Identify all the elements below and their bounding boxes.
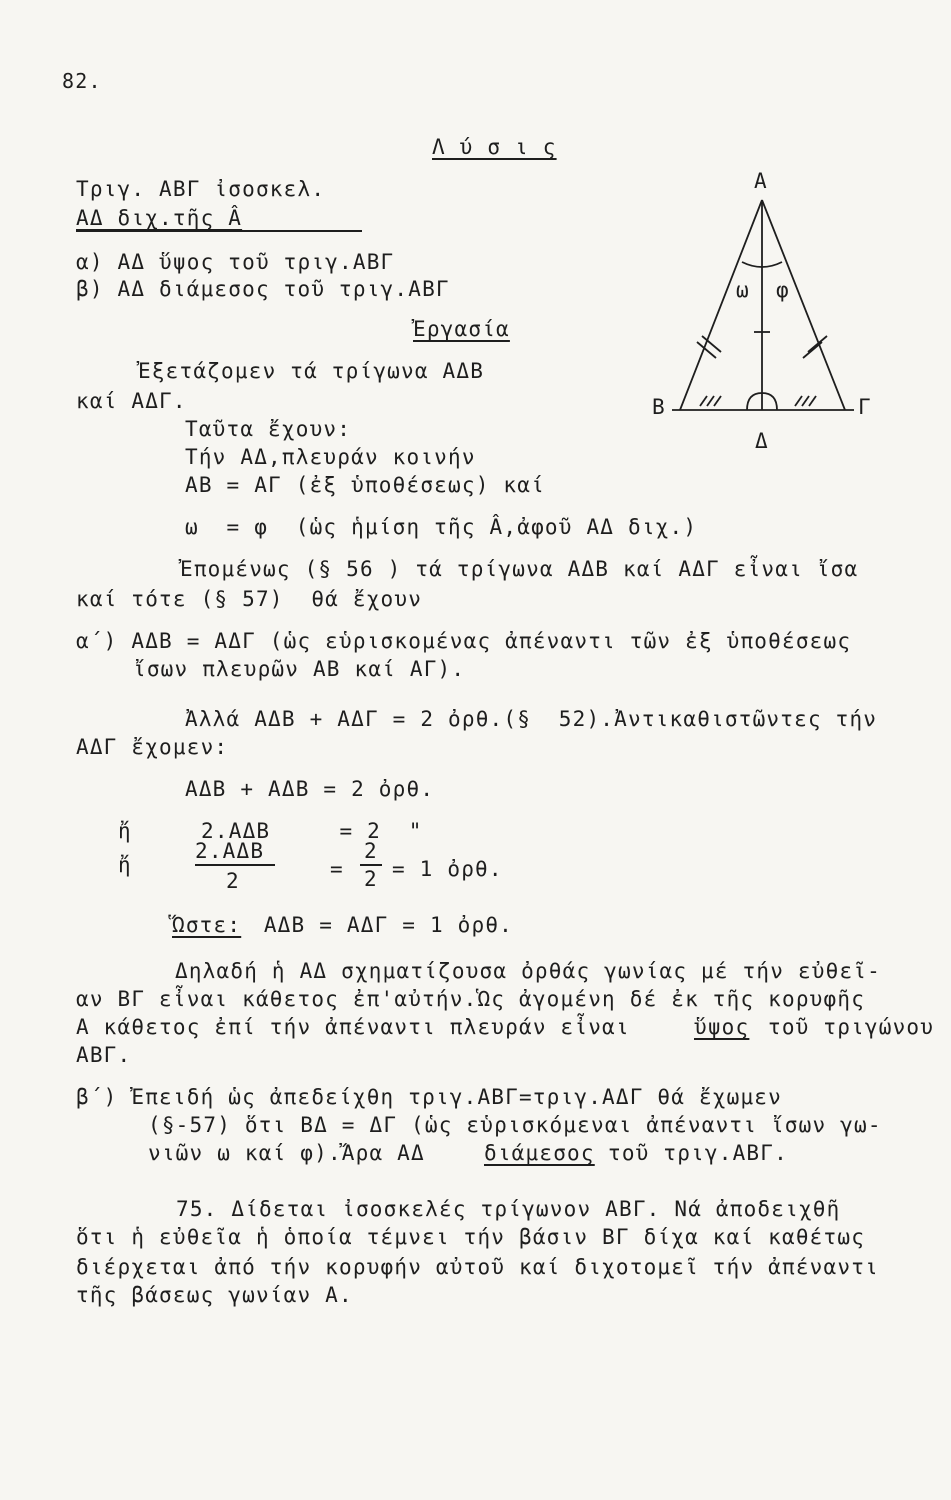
to-prove-b: β) ΑΔ διάμεσος τοῦ τριγ.ΑΒΓ [76,277,450,301]
body-line: (§-57) ὅτι ΒΔ = ΔΓ (ὡς εὑρισκόμεναι ἀπέναντι ἴσων γω- [148,1113,882,1137]
body-line: αν ΒΓ εἶναι κάθετος ἐπ'αὐτήν.Ὡς ἀγομένη δέ ἐκ τῆς κορυφῆς [76,987,866,1011]
exercise-line: 75. Δίδεται ἰσοσκελές τρίγωνον ΑΒΓ. Νά ἀποδειχθῆ [176,1197,841,1221]
fraction-numerator: 2.ΑΔΒ [195,839,265,863]
fraction-2-numerator: 2 [364,839,378,863]
section-title: Ἐργασία [413,317,510,341]
body-line: ΑΔΒ + ΑΔΒ = 2 ὀρθ. [185,777,435,801]
side-ag [762,200,845,410]
exercise-line: τῆς βάσεως γωνίαν Α. [76,1283,353,1307]
body-line: ΑΔΒ = ΑΔΓ = 1 ὀρθ. [250,913,514,937]
body-line: τοῦ τριγώνου [768,1015,935,1039]
body-line: ἤ 2.ΑΔΒ = 2 " [118,819,423,843]
body-line: Ἐξετάζομεν τά τρίγωνα ΑΔΒ [138,359,485,383]
page-number: 82. [62,69,102,93]
tick-dg-2 [802,396,809,406]
body-line: τοῦ τριγ.ΑΒΓ. [608,1141,788,1165]
exercise-line: διέρχεται ἀπό τήν κορυφήν αὐτοῦ καί διχοτομεῖ τήν ἀπέναντι [76,1255,879,1279]
tick-bd-3 [714,396,721,406]
median-term: διάμεσος [484,1141,595,1165]
tick-dg-3 [809,396,816,406]
body-line: Ἐπομένως (§ 56 ) τά τρίγωνα ΑΔΒ καί ΑΔΓ εἶναι ἴσα [180,557,859,581]
body-line: ΑΒΓ. [76,1043,132,1067]
given-line-1: Τριγ. ΑΒΓ ἰσοσκελ. [76,177,326,201]
fraction-2-denominator: 2 [364,867,378,891]
exercise-line: ὅτι ἡ εὐθεῖα ἡ ὁποία τέμνει τήν βάσιν ΒΓ δίχα καί καθέτως [76,1225,866,1249]
vertex-label-a: Α [754,169,768,193]
solution-heading: Λ ύ σ ι ς [432,135,557,159]
body-line: = 1 ὀρθ. [392,857,503,881]
tick-bd-1 [700,396,707,406]
foot-label-d: Δ [755,429,769,453]
body-line: ΑΔΓ ἔχομεν: [76,735,229,759]
body-line: Ταῦτα ἔχουν: [185,417,352,441]
body-line: ΑΒ = ΑΓ (ἐξ ὑποθέσεως) καί [185,473,545,497]
body-line: καί ΑΔΓ. [76,389,187,413]
body-line: ἤ [118,853,132,877]
tick-bd-2 [707,396,714,406]
hence-label: Ὥστε: [172,913,242,937]
vertex-label-b: Β [652,395,666,419]
body-line: β΄) Ἐπειδή ὡς ἀπεδείχθη τριγ.ΑΒΓ=τριγ.ΑΔΓ θά ἔχωμεν [76,1085,782,1109]
body-line: α΄) ΑΔΒ = ΑΔΓ (ὡς εὑρισκομένας ἀπέναντι τῶν ἐξ ὑποθέσεως [76,629,852,653]
body-line: ἴσων πλευρῶν ΑΒ καί ΑΓ). [133,657,466,681]
vertex-label-g: Γ [858,395,872,419]
altitude-term: ὕψος [694,1015,750,1039]
fraction-bar [195,864,275,866]
given-line-2: ΑΔ διχ.τῆς Â [76,206,243,230]
tick-dg-1 [795,396,802,406]
equals-sign: = [330,857,344,881]
side-ab [680,200,762,410]
tick-ag-2 [803,342,822,358]
body-line: νιῶν ω καί φ).Ἄρα ΑΔ [148,1141,425,1165]
to-prove-a: α) ΑΔ ὕψος τοῦ τριγ.ΑΒΓ [76,250,395,274]
body-line: ω = φ (ὡς ἡμίση τῆς Â,ἀφοῦ ΑΔ διχ.) [185,515,698,539]
body-line: Τήν ΑΔ,πλευράν κοινήν [185,445,476,469]
angle-label-phi: φ [776,278,790,302]
body-line: καί τότε (§ 57) θά ἔχουν [76,587,423,611]
body-line: Δηλαδή ἡ ΑΔ σχηματίζουσα ὀρθάς γωνίας μέ τήν εὐθεῖ- [175,959,881,983]
angle-label-omega: ω [736,278,750,302]
fraction-denominator: 2 [226,869,240,893]
body-line: Α κάθετος ἐπί τήν ἀπέναντι πλευράν εἶναι [76,1015,630,1039]
body-line: Ἀλλά ΑΔΒ + ΑΔΓ = 2 ὀρθ.(§ 52).Ἀντικαθιστῶντες τήν [185,707,878,731]
